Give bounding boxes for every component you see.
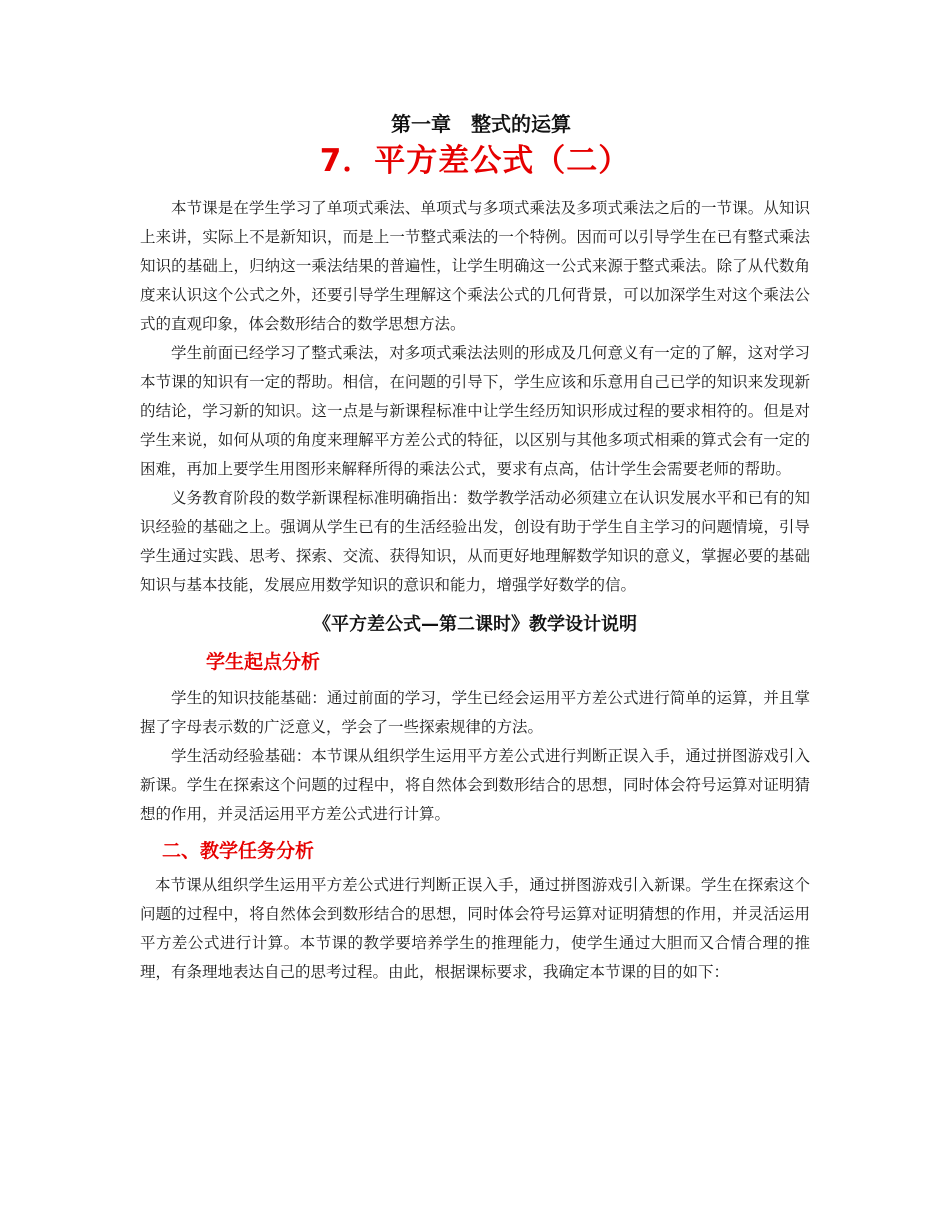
- start-paragraph-2: 学生活动经验基础：本节课从组织学生运用平方差公式进行判断正误入手，通过拼图游戏引入新课。学生在探索这个问题的过程中，将自然体会到数形结合的思想，同时体会符号运算对证明猜想的作用，并灵活运用平方差公式进行计算。: [140, 747, 810, 823]
- lesson-title: 7．平方差公式（二）: [319, 143, 631, 179]
- intro-paragraph-1: 本节课是在学生学习了单项式乘法、单项式与多项式乘法及多项式乘法之后的一节课。从知识上来讲，实际上不是新知识，而是上一节整式乘法的一个特例。因而可以引导学生在已有整式乘法知识的基础上，归纳这一乘法结果的普遍性，让学生明确这一公式来源于整式乘法。除了从代数角度来认识这个公式之外，还要引导学生理解这个乘法公式的几何背景，可以加深学生对这个乘法公式的直观印象，体会数形结合的数学思想方法。: [140, 199, 810, 333]
- document-page: [140, 110, 810, 987]
- intro-paragraph-3: 义务教育阶段的数学新课程标准明确指出：数学教学活动必须建立在认识发展水平和已有的知识经验的基础之上。强调从学生已有的生活经验出发，创设有助于学生自主学习的问题情境，引导学生通过实践、思考、探索、交流、获得知识，从而更好地理解数学知识的意义，掌握必要的基础知识与基本技能，发展应用数学知识的意识和能力，增强学好数学的信。: [140, 489, 810, 594]
- chapter-title: 第一章 整式的运算: [391, 112, 571, 136]
- intro-paragraph-2: 学生前面已经学习了整式乘法，对多项式乘法法则的形成及几何意义有一定的了解，这对学习本节课的知识有一定的帮助。相信，在问题的引导下，学生应该和乐意用自己已学的知识来发现新的结论，学习新的知识。这一点是与新课程标准中让学生经历知识形成过程的要求相符的。但是对学生来说，如何从项的角度来理解平方差公式的特征，以区别与其他多项式相乘的算式会有一定的困难，再加上要学生用图形来解释所得的乘法公式，要求有点高，估计学生会需要老师的帮助。: [140, 344, 810, 478]
- task-paragraph: 本节课从组织学生运用平方差公式进行判断正误入手，通过拼图游戏引入新课。学生在探索这个问题的过程中，将自然体会到数形结合的思想，同时体会符号运算对证明猜想的作用，并灵活运用平方差公式进行计算。本节课的教学要培养学生的推理能力，使学生通过大胆而又合情合理的推理，有条理地表达自己的思考过程。由此，根据课标要求，我确定本节课的目的如下：: [140, 876, 810, 981]
- task-analysis-heading: 二、教学任务分析: [162, 840, 315, 862]
- start-analysis-heading: 学生起点分析: [206, 651, 321, 673]
- start-paragraph-1: 学生的知识技能基础：通过前面的学习，学生已经会运用平方差公式进行简单的运算，并且掌握了字母表示数的广泛意义，学会了一些探索规律的方法。: [140, 689, 810, 736]
- design-heading: 《平方差公式—第二课时》教学设计说明: [313, 614, 637, 635]
